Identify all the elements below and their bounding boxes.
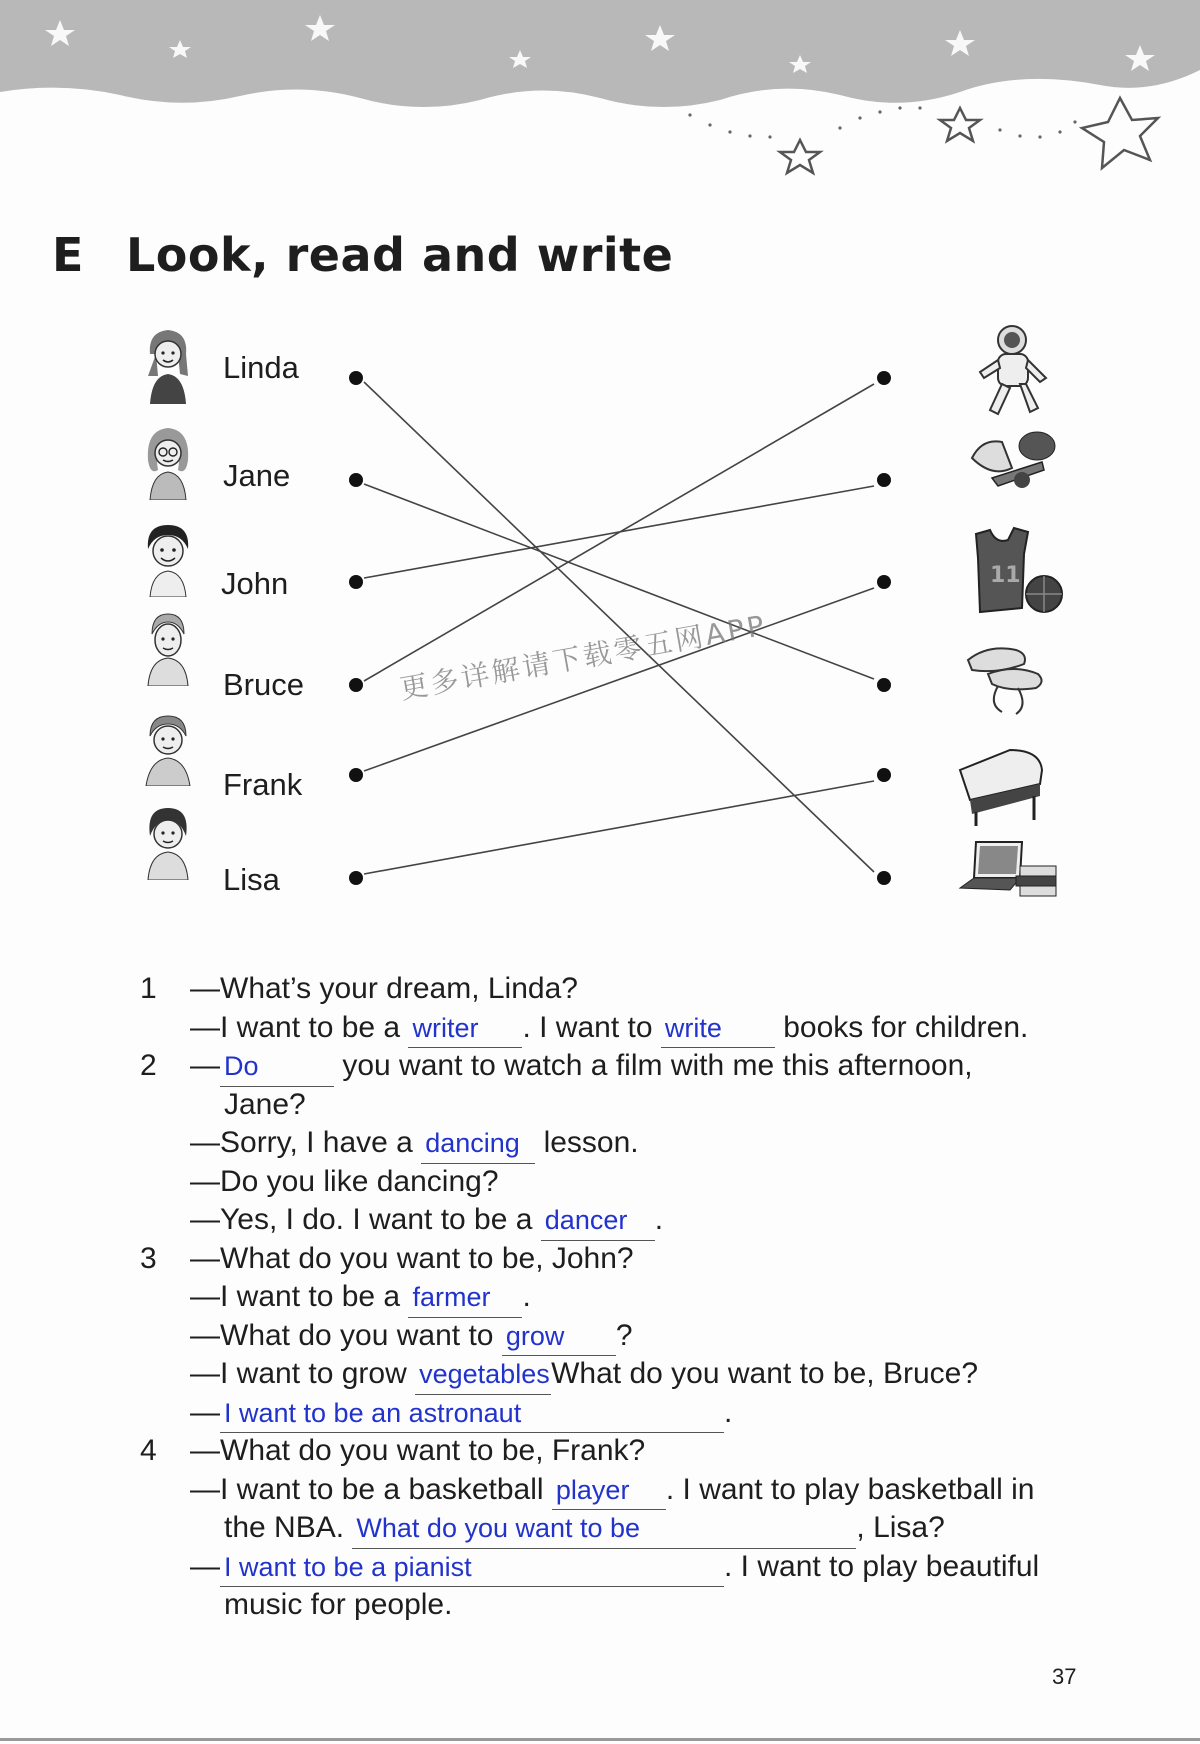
q2-line-5	[140, 1201, 1140, 1240]
left-dot[interactable]	[349, 678, 363, 692]
q3-line-4	[140, 1355, 1140, 1394]
q2-text: .	[654, 1203, 664, 1236]
laptop-books-icon	[950, 832, 1060, 912]
match-line	[364, 382, 874, 872]
q1-text: —I want to be a	[190, 1010, 401, 1044]
q2-text: you want to watch a film with me this afternoon,	[342, 1049, 973, 1082]
q4-line-3	[140, 1509, 1140, 1548]
left-dot[interactable]	[349, 768, 363, 782]
answer-blank[interactable]: I want to be a pianist	[220, 1548, 724, 1588]
right-dot[interactable]	[877, 473, 891, 487]
q4-line-5	[140, 1586, 1140, 1625]
piano-icon	[950, 740, 1050, 830]
name-bruce: Bruce	[223, 667, 304, 702]
q4-text: —	[190, 1549, 220, 1583]
q3-line-1	[140, 1240, 1140, 1279]
q3-line-5	[140, 1394, 1140, 1433]
q1-line-1	[140, 970, 1140, 1009]
astronaut-icon	[968, 322, 1058, 422]
watermark: 更多详解请下载零五网APP	[397, 608, 770, 706]
section-title: Look, read and write	[126, 228, 674, 282]
answer-blank[interactable]: vegetables	[415, 1355, 551, 1395]
left-dot[interactable]	[349, 371, 363, 385]
ballet-shoes-icon	[958, 630, 1054, 716]
section-heading	[52, 228, 673, 282]
q1-text: . I want to	[522, 1010, 653, 1044]
right-dot[interactable]	[877, 871, 891, 885]
q3-prompt: —What do you want to be, John?	[190, 1241, 634, 1275]
right-dot[interactable]	[877, 678, 891, 692]
q3-line-3	[140, 1317, 1140, 1356]
q2-line-3	[140, 1124, 1140, 1163]
question-number: 2	[140, 1049, 157, 1082]
star-banner	[0, 0, 1200, 200]
q3-text: —What do you want to	[190, 1318, 494, 1352]
q4-text: —I want to be a basketball	[190, 1472, 544, 1506]
right-dot[interactable]	[877, 575, 891, 589]
right-dot[interactable]	[877, 768, 891, 782]
q2-text: Jane?	[224, 1087, 306, 1121]
name-frank: Frank	[223, 767, 303, 802]
q3-line-2	[140, 1278, 1140, 1317]
q2-line-4	[140, 1163, 1140, 1202]
name-lisa: Lisa	[223, 862, 280, 897]
q3-text: ?	[615, 1318, 633, 1352]
q3-text: —I want to grow	[190, 1357, 407, 1390]
basketball-jersey-icon	[956, 524, 1066, 620]
match-line	[364, 781, 874, 874]
answer-blank[interactable]: What do you want to be	[352, 1509, 856, 1549]
name-john: John	[221, 566, 289, 601]
q2-line-1	[140, 1047, 1140, 1086]
matching-exercise	[0, 300, 1200, 940]
question-number: 4	[140, 1434, 157, 1467]
answer-blank[interactable]: grow	[502, 1317, 616, 1357]
page-number: 37	[1052, 1664, 1077, 1689]
q4-line-2	[140, 1471, 1140, 1510]
bottom-rule	[0, 1738, 1200, 1741]
q1-prompt: —What’s your dream, Linda?	[190, 972, 578, 1005]
question-number: 1	[140, 972, 157, 1005]
q4-text: music for people.	[224, 1588, 453, 1621]
q4-line-4	[140, 1548, 1140, 1587]
left-dot[interactable]	[349, 473, 363, 487]
q3-text: .	[522, 1280, 531, 1313]
section-letter: E	[52, 228, 84, 282]
q4-text: . I want to play beautiful	[724, 1549, 1040, 1583]
q1-text: books for children.	[783, 1010, 1029, 1044]
vegetables-icon	[962, 418, 1062, 498]
name-linda: Linda	[223, 350, 299, 385]
q4-text: the NBA.	[224, 1511, 345, 1544]
q1-line-2	[140, 1009, 1140, 1048]
q4-line-1	[140, 1432, 1140, 1471]
q3-text: What do you want to be, Bruce?	[551, 1357, 979, 1390]
q2-line-2	[140, 1086, 1140, 1125]
right-dot[interactable]	[877, 371, 891, 385]
answer-blank[interactable]: farmer	[408, 1278, 522, 1318]
left-dot[interactable]	[349, 871, 363, 885]
answer-blank[interactable]: write	[661, 1009, 775, 1049]
answer-blank[interactable]: writer	[408, 1009, 522, 1049]
answer-blank[interactable]: player	[552, 1471, 666, 1511]
answer-blank[interactable]: Do	[220, 1047, 334, 1087]
q2-text: —	[190, 1049, 220, 1082]
q4-prompt: —What do you want to be, Frank?	[190, 1434, 646, 1467]
q4-text: . I want to play basketball in	[665, 1472, 1035, 1506]
name-jane: Jane	[223, 458, 291, 493]
q2-text: —Yes, I do. I want to be a	[190, 1203, 533, 1236]
left-dot[interactable]	[349, 575, 363, 589]
q2-text: —Sorry, I have a	[190, 1126, 413, 1159]
q4-text: , Lisa?	[856, 1511, 945, 1544]
answer-blank[interactable]: dancer	[541, 1201, 655, 1241]
answer-blank[interactable]: I want to be an astronaut	[220, 1394, 724, 1434]
svg-text:11: 11	[990, 563, 1021, 588]
q2-text: lesson.	[543, 1126, 639, 1159]
q2-text: —Do you like dancing?	[190, 1164, 499, 1198]
q3-text: —	[190, 1395, 220, 1429]
question-number: 3	[140, 1241, 157, 1275]
q3-text: .	[724, 1395, 733, 1429]
exercise-questions	[140, 970, 1140, 1625]
answer-blank[interactable]: dancing	[421, 1124, 535, 1164]
q3-text: —I want to be a	[190, 1280, 401, 1313]
